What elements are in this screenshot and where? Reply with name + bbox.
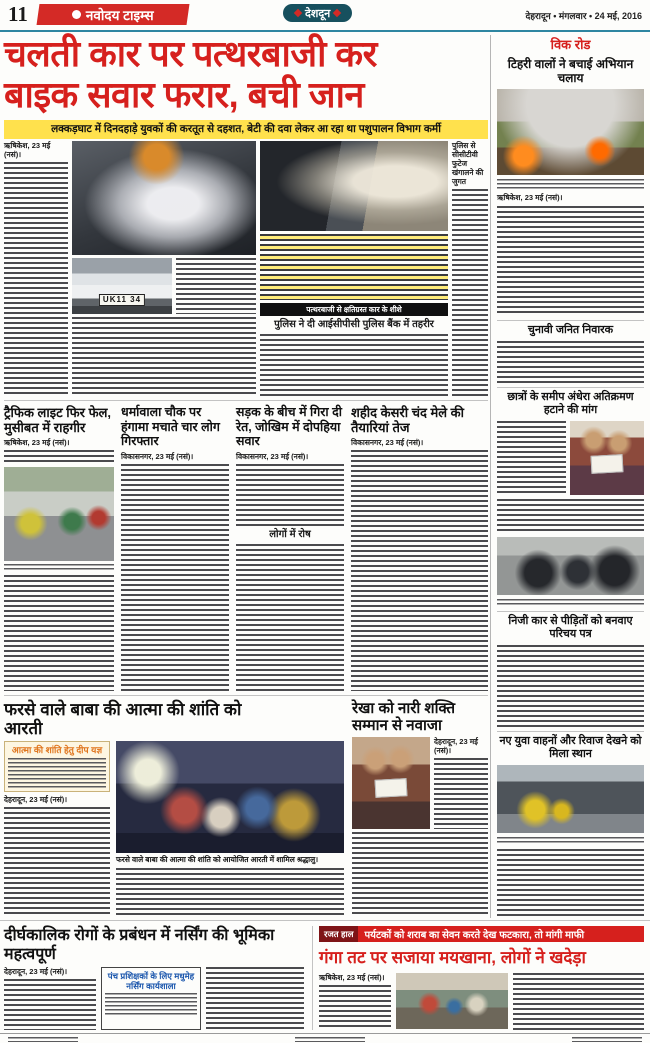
article-sand-on-road bbox=[236, 405, 344, 691]
edition-name: देशदून bbox=[305, 7, 331, 20]
body-text bbox=[497, 645, 644, 727]
lead-column-1 bbox=[4, 141, 68, 396]
articles-row-3 bbox=[4, 695, 488, 916]
body-text bbox=[497, 499, 644, 533]
article-subhead: लोगों में रोष bbox=[269, 528, 311, 540]
body-text bbox=[352, 832, 488, 916]
lead-subhead: लक्कड़घाट में दिनदहाड़े युवकों की करतूत से दहशत, बेटी की दवा लेकर आ रहा था पशुपालन विभाग कर्मी bbox=[4, 120, 488, 139]
photo-parked-motorcycles bbox=[497, 537, 644, 595]
photo-ganga-bank bbox=[396, 973, 508, 1029]
body-text bbox=[4, 450, 114, 464]
page-footer bbox=[0, 1033, 650, 1043]
edition-badge bbox=[283, 4, 352, 22]
badge-accent-left-icon bbox=[294, 9, 302, 17]
article-rekha-award bbox=[352, 700, 488, 916]
article-dateline: देहरादून, 23 मई (नसं)। bbox=[434, 737, 478, 755]
body-text bbox=[8, 758, 106, 788]
article-headline: रेखा को नारी शक्ति सम्मान से नवाजा bbox=[352, 700, 456, 734]
article-dateline: विकासनगर, 23 मई (नसं)। bbox=[236, 451, 309, 461]
body-text bbox=[497, 849, 644, 918]
lead-column-2 bbox=[72, 141, 256, 396]
article-dharmawala-chowk bbox=[121, 405, 229, 691]
article-headline: दीर्घकालिक रोगों के प्रबंधन में नर्सिंग की भूमिका महत्वपूर्ण bbox=[4, 927, 275, 963]
aarti-info-box bbox=[4, 741, 110, 792]
rail-headline-3: नए युवा वाहनों और रिवाज देखने को मिला स्थान bbox=[497, 731, 644, 761]
lead-dateline: ऋषिकेश, 23 मई (नसं)। bbox=[4, 141, 51, 159]
certificate-paper bbox=[591, 454, 624, 474]
lead-side-head: पुलिस से सीसीटीवी फुटेज खंगालने की जुगत bbox=[452, 141, 484, 186]
body-text bbox=[206, 967, 304, 1030]
body-text bbox=[121, 464, 229, 692]
body-text bbox=[116, 868, 344, 917]
right-rail bbox=[490, 35, 644, 918]
article-traffic-light bbox=[4, 405, 114, 691]
body-text bbox=[4, 807, 110, 916]
photo-field-fire bbox=[497, 89, 644, 175]
badge-accent-right-icon bbox=[333, 9, 341, 17]
article-baba-aarti bbox=[4, 700, 344, 916]
rail-headline-1: टिहरी वालों ने बचाई अभियान चलाय bbox=[507, 57, 634, 85]
photo-caption bbox=[497, 179, 644, 189]
lead-column-4 bbox=[452, 141, 488, 396]
photo-certificate-presentation bbox=[570, 421, 644, 495]
article-headline: ट्रैफिक लाइट फिर फेल, मुसीबत में राहगीर bbox=[4, 405, 112, 435]
article-headline: धर्मावाला चौक पर हंगामा मचाते चार लोग गिरफ्तार bbox=[121, 405, 220, 448]
body-text bbox=[4, 979, 96, 1030]
body-text bbox=[236, 544, 344, 692]
lead-story-body bbox=[4, 141, 488, 396]
rail-dateline: ऋषिकेश, 23 मई (नसं)। bbox=[497, 193, 563, 202]
body-text bbox=[497, 206, 644, 316]
body-text bbox=[351, 450, 488, 691]
body-text bbox=[513, 973, 644, 1030]
info-box-title: आत्मा की शांति हेतु दीप यज्ञ bbox=[11, 745, 103, 755]
footer-mark-right bbox=[572, 1037, 642, 1042]
photo-caption bbox=[497, 837, 644, 845]
lead-story-head bbox=[4, 33, 488, 139]
body-text bbox=[319, 985, 391, 1030]
rail-subhead-2: निजी कार से पीड़ितों को बनवाए परिचय पत्र bbox=[497, 611, 644, 641]
footer-mark-center bbox=[295, 1037, 365, 1042]
body-text bbox=[4, 575, 114, 691]
body-text bbox=[260, 334, 448, 396]
masthead-title: नवोदय टाइम्स bbox=[86, 7, 154, 23]
info-box-title: पंच प्रशिक्षकों के लिए मधुमेह नर्सिंग कार्यशाला bbox=[107, 971, 195, 991]
kicker-label: रजत हाल bbox=[319, 926, 358, 942]
body-text bbox=[497, 421, 566, 495]
bottom-row bbox=[0, 920, 650, 1033]
article-dateline: ऋषिकेश, 23 मई (नसं)। bbox=[4, 438, 70, 447]
license-plate-text: UK11 34 bbox=[99, 294, 145, 306]
photo-caption: फरसे वाले बाबा की आत्मा की शांति को आयोजित आरती में शामिल श्रद्धालु। bbox=[116, 855, 319, 864]
photo-caption-bar: पत्थरबाजी से क्षतिग्रस्त कार के शीशे bbox=[260, 303, 448, 316]
nursing-workshop-box bbox=[101, 967, 201, 1030]
photo-aarti-crowd bbox=[116, 741, 344, 853]
body-text bbox=[452, 189, 488, 396]
article-dateline: विकासनगर, 23 मई (नसं)। bbox=[121, 451, 194, 461]
body-text bbox=[176, 258, 256, 314]
article-dateline: देहरादून, 23 मई (नसं)। bbox=[4, 967, 68, 976]
article-kicker-band bbox=[319, 926, 644, 942]
article-ganga-bank bbox=[312, 926, 644, 1030]
rail-subhead-1: चुनावी जनित निवारक bbox=[497, 320, 644, 337]
body-text bbox=[105, 993, 197, 1015]
article-dateline: देहरादून, 23 मई (नसं)। bbox=[4, 795, 68, 804]
masthead-emblem-icon bbox=[72, 10, 81, 19]
body-text bbox=[497, 341, 644, 383]
photo-award-ceremony bbox=[352, 737, 430, 829]
article-headline: शहीद केसरी चंद मेले की तैयारियां तेज bbox=[351, 405, 465, 435]
photo-shattered-windshield bbox=[72, 141, 256, 255]
kicker-text: पर्यटकों को शराब का सेवन करते देख फटकारा, तो मांगी माफी bbox=[358, 926, 644, 942]
body-text bbox=[4, 162, 68, 396]
photo-car-number-plate bbox=[72, 258, 172, 314]
highlighted-text bbox=[260, 234, 448, 300]
certificate-paper bbox=[375, 778, 408, 798]
photo-broken-window bbox=[260, 141, 448, 231]
article-headline: गंगा तट पर सजाया मयखाना, लोगों ने खदेड़ा bbox=[319, 948, 586, 967]
footer-mark-left bbox=[8, 1037, 78, 1042]
article-dateline: विकासनगर, 23 मई (नसं)। bbox=[351, 438, 424, 447]
lead-column-3 bbox=[260, 141, 448, 396]
photo-traffic-street bbox=[4, 467, 114, 561]
page-header bbox=[0, 0, 650, 32]
articles-row-2 bbox=[4, 400, 488, 691]
body-text bbox=[236, 464, 344, 526]
body-text bbox=[72, 317, 256, 396]
photo-vehicle-inspection bbox=[497, 765, 644, 833]
lead-headline-line2: बाइक सवार फरार, बची जान bbox=[4, 74, 364, 115]
body-text bbox=[434, 758, 488, 829]
page-number: 11 bbox=[8, 2, 28, 26]
rail-headline-2: छात्रों के समीप अंधेरा अतिक्रमण हटाने की मांग bbox=[497, 387, 644, 417]
photo-caption bbox=[4, 564, 114, 572]
article-headline: फरसे वाले बाबा की आत्मा की शांति को आरती bbox=[4, 700, 242, 738]
rail-kicker: विक रोड bbox=[550, 37, 591, 52]
article-nursing bbox=[4, 926, 304, 1030]
article-headline: सड़क के बीच में गिरा दी रेत, जोखिम में दोपहिया सवार bbox=[236, 405, 342, 448]
lead-mid-subhead: पुलिस ने दी आईसीपीसी पुलिस बैंक में तहरीर bbox=[274, 319, 434, 330]
photo-caption bbox=[497, 599, 644, 607]
page-dateline: देहरादून • मंगलवार • 24 मई, 2016 bbox=[525, 11, 642, 21]
article-dateline: ऋषिकेश, 23 मई (नसं)। bbox=[319, 973, 385, 982]
lead-headline-line1: चलती कार पर पत्थरबाजी कर bbox=[4, 33, 377, 74]
article-kesri-chand-mela bbox=[351, 405, 488, 691]
masthead-banner bbox=[37, 4, 190, 25]
